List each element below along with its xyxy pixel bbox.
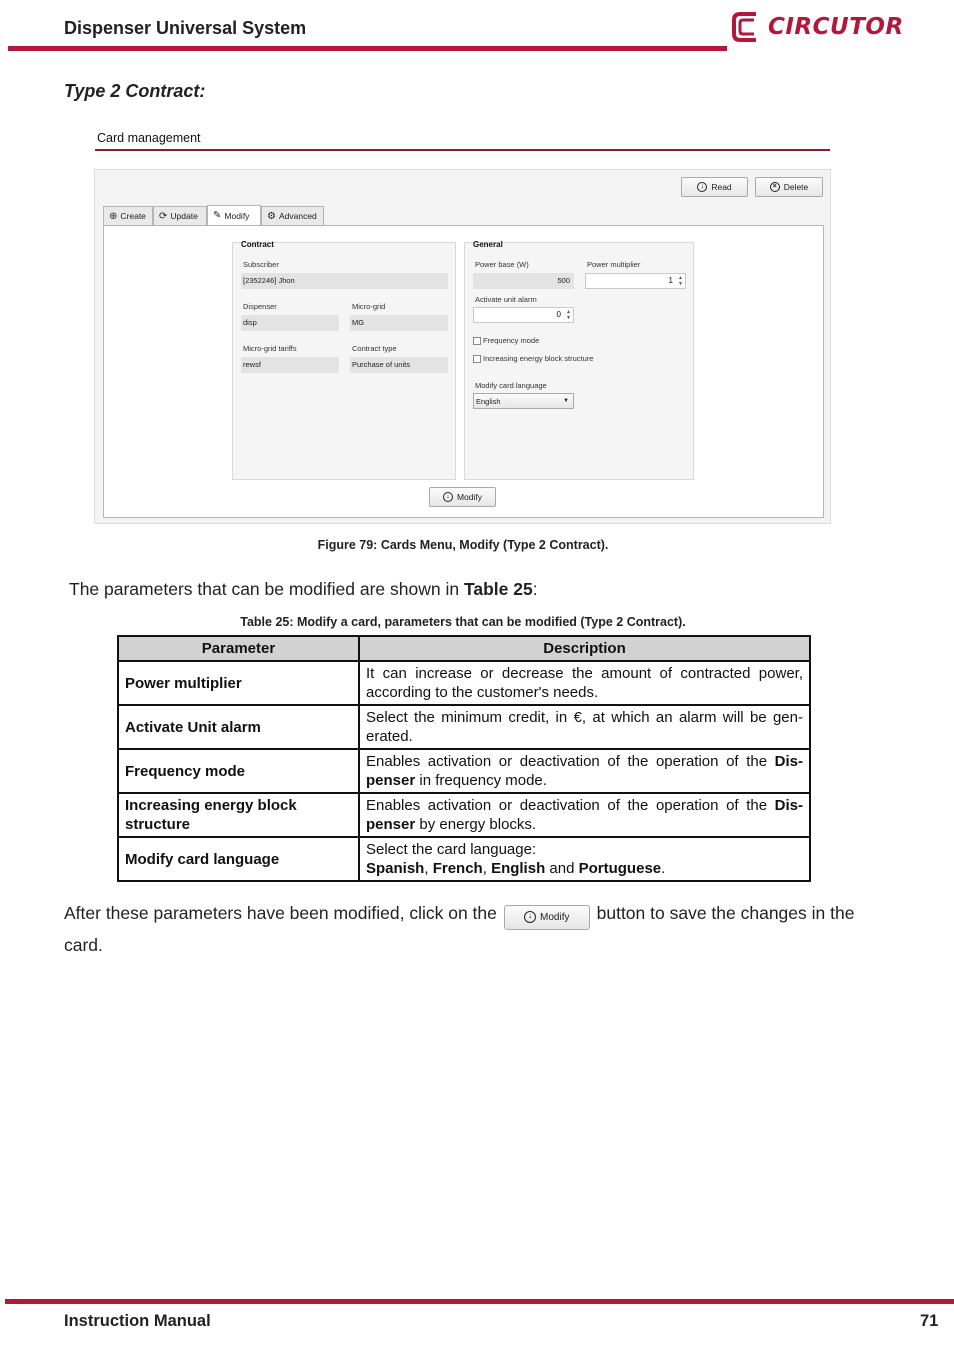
param-cell: Modify card language (118, 837, 359, 881)
sep: and (545, 860, 579, 877)
tab-create[interactable] (103, 206, 153, 226)
inline-modify-label: Modify (540, 911, 570, 923)
energy-block-checkbox[interactable] (473, 354, 593, 363)
table-caption: Table 25: Modify a card, parameters that can be modified (Type 2 Contract). (240, 615, 686, 629)
table-row (118, 661, 810, 705)
tab-update[interactable] (153, 206, 207, 226)
outro-paragraph (64, 902, 884, 957)
checkbox-box-icon[interactable] (473, 355, 481, 363)
modify-icon: ↓ (443, 492, 453, 502)
stepper-arrows-icon[interactable]: ▲ ▼ (678, 275, 683, 287)
desc-cell: It can increase or decrease the amount of contracted power, according to the customer's needs. (359, 661, 810, 705)
subscriber-label: Subscriber (243, 260, 279, 269)
edit-icon: ✎ (213, 210, 222, 221)
micro-grid-field: MG (350, 315, 448, 331)
desc-text: Select the card language: (366, 841, 537, 858)
power-base-label: Power base (W) (475, 260, 529, 269)
page-number: 71 (920, 1312, 939, 1330)
footer-rule (5, 1299, 954, 1304)
modify-button[interactable] (429, 487, 496, 507)
general-group-title: General (473, 240, 503, 249)
delete-button-label: Delete (783, 182, 809, 192)
figure-caption: Figure 79: Cards Menu, Modify (Type 2 Contract). (317, 538, 609, 552)
modify-icon: ↓ (524, 911, 536, 923)
outro-text-after: button to save the changes in the card. (64, 903, 855, 955)
frequency-mode-label: Frequency mode (483, 336, 540, 345)
lang-spanish: Spanish (366, 860, 425, 877)
desc-text: in frequency mode. (415, 772, 547, 789)
tab-modify[interactable] (207, 205, 261, 226)
gear-icon: ⚙ (267, 210, 276, 222)
table-reference: Table 25 (463, 579, 533, 599)
frequency-mode-checkbox[interactable] (473, 336, 539, 345)
desc-cell (359, 749, 810, 793)
dispenser-field: disp (241, 315, 339, 331)
tab-create-label: Create (120, 211, 146, 221)
footer-manual-title: Instruction Manual (64, 1312, 211, 1330)
desc-cell (359, 793, 810, 837)
activate-unit-alarm-label: Activate unit alarm (475, 295, 537, 304)
sep: , (424, 860, 433, 877)
read-button[interactable] (681, 177, 748, 197)
micro-grid-tariffs-field: rewsf (241, 357, 339, 373)
activate-unit-alarm-stepper[interactable] (473, 307, 574, 323)
read-button-label: Read (711, 182, 732, 192)
desc-bold: Dis-penser (366, 753, 803, 789)
header-description: Description (359, 636, 810, 661)
desc-text: by energy blocks. (415, 816, 537, 833)
modify-tab-panel (103, 225, 824, 518)
table-row (118, 837, 810, 881)
micro-grid-label: Micro-grid (352, 302, 386, 311)
tab-advanced-label: Advanced (278, 211, 317, 221)
lang-english: English (491, 860, 546, 877)
card-management-screenshot (94, 169, 831, 524)
refresh-icon: ⟳ (159, 210, 168, 222)
tab-advanced[interactable] (261, 206, 324, 226)
inline-modify-button[interactable] (504, 905, 590, 930)
tab-update-label: Update (170, 211, 198, 221)
desc-text: Enables activation or deactivation of the operation of the (366, 797, 775, 814)
card-language-select[interactable] (473, 393, 574, 409)
window-title: Card management (97, 131, 201, 145)
lang-portuguese: Portuguese (578, 860, 662, 877)
parameters-table (117, 635, 811, 882)
energy-block-label: Increasing energy block structure (483, 354, 594, 363)
card-language-value: English (476, 397, 501, 406)
param-cell: Power multiplier (118, 661, 359, 705)
desc-cell (359, 837, 810, 881)
stepper-arrows-icon[interactable]: ▲ ▼ (566, 309, 571, 321)
outro-text-before: After these parameters have been modified, click on the (64, 903, 502, 923)
desc-cell: Select the minimum credit, in €, at which an alarm will be gen-erated. (359, 705, 810, 749)
sep: , (482, 860, 492, 877)
lang-french: French (432, 860, 483, 877)
contract-group-title: Contract (241, 240, 274, 249)
logo-text: CIRCUTOR (768, 14, 904, 40)
param-cell: Frequency mode (118, 749, 359, 793)
table-row (118, 793, 810, 837)
circutor-logo (730, 8, 910, 46)
micro-grid-tariffs-label: Micro-grid tariffs (243, 344, 297, 353)
intro-end: : (532, 579, 538, 599)
power-base-field: 500 (473, 273, 574, 289)
chevron-down-icon: ▼ (563, 398, 569, 404)
document-title: Dispenser Universal System (64, 18, 307, 38)
intro-paragraph (69, 579, 538, 600)
delete-button[interactable] (755, 177, 823, 197)
header-rule (8, 46, 727, 51)
section-title: Type 2 Contract: (64, 81, 206, 101)
dispenser-label: Dispenser (243, 302, 277, 311)
desc-text: Enables activation or deactivation of the operation of the (366, 753, 775, 770)
modify-card-language-label: Modify card language (475, 381, 547, 390)
table-header-row (118, 636, 810, 661)
power-multiplier-stepper[interactable] (585, 273, 686, 289)
contract-type-field: Purchase of units (350, 357, 448, 373)
modify-button-label: Modify (456, 492, 483, 502)
delete-icon: × (770, 182, 780, 192)
power-multiplier-label: Power multiplier (587, 260, 641, 269)
activate-unit-alarm-value: 0 (556, 310, 561, 319)
checkbox-box-icon[interactable] (473, 337, 481, 345)
power-multiplier-value: 1 (668, 276, 673, 285)
contract-group (232, 242, 456, 480)
table-row (118, 705, 810, 749)
desc-bold: Dis-penser (366, 797, 803, 833)
read-icon: ↓ (697, 182, 707, 192)
param-cell: Activate Unit alarm (118, 705, 359, 749)
desc-end: . (661, 860, 666, 877)
tab-modify-label: Modify (224, 210, 250, 221)
general-group (464, 242, 694, 480)
subscriber-field: [2352246] Jhon (241, 273, 448, 289)
contract-type-label: Contract type (352, 344, 397, 353)
plus-circle-icon: ⊕ (109, 210, 118, 222)
table-row (118, 749, 810, 793)
intro-text: The parameters that can be modified are shown in (69, 579, 464, 599)
param-cell: Increasing energy block structure (118, 793, 359, 837)
window-title-rule (95, 149, 830, 151)
header-parameter: Parameter (118, 636, 359, 661)
circutor-logo-mark-icon (730, 10, 762, 44)
